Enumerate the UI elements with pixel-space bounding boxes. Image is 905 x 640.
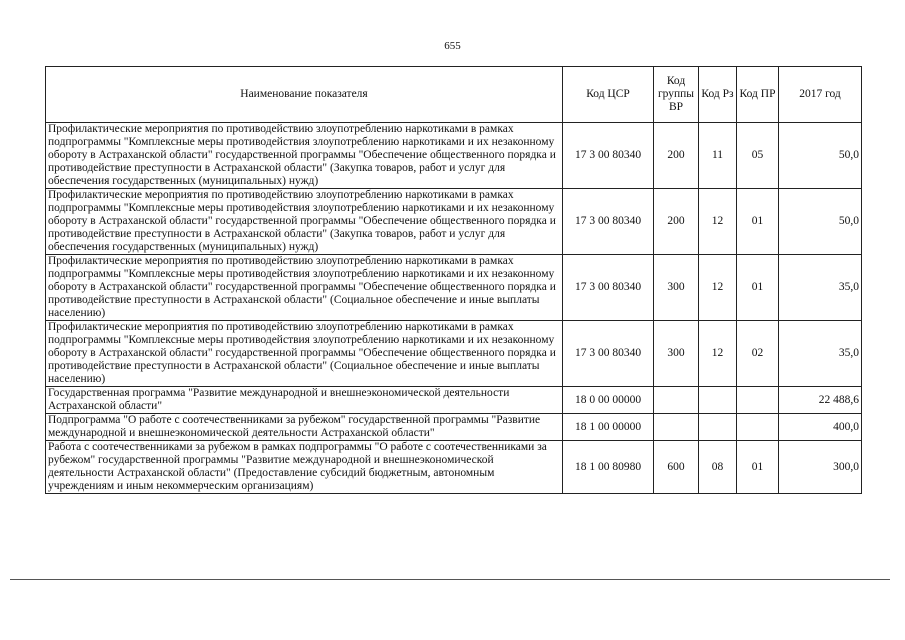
table-row (46, 414, 862, 441)
header-name: Наименование показателя (46, 67, 563, 123)
table-row (46, 255, 862, 321)
row-vr: 300 (654, 321, 699, 387)
table-row (46, 321, 862, 387)
row-name: Подпрограмма "О работе с соотечественниками за рубежом" государственной программы "Развитие международной и внешнеэкономической деятельности Астраханской области" (46, 414, 563, 441)
row-csr: 18 1 00 80980 (563, 441, 654, 494)
header-csr: Код ЦСР (563, 67, 654, 123)
header-rz: Код Рз (699, 67, 737, 123)
row-amount: 400,0 (779, 414, 862, 441)
row-name: Государственная программа "Развитие международной и внешнеэкономической деятельности Астраханской области" (46, 387, 563, 414)
row-pr (737, 387, 779, 414)
row-csr: 17 3 00 80340 (563, 321, 654, 387)
row-vr: 300 (654, 255, 699, 321)
row-name: Работа с соотечественниками за рубежом в рамках подпрограммы "О работе с соотечественниками за рубежом" государственной программы "Развитие международной и внешнеэкономической деятельности Астраханской области" (Предоставление субсидий бюджетным, автономным учреждениям и иным некоммерческим организациям) (46, 441, 563, 494)
table-row (46, 123, 862, 189)
row-csr: 17 3 00 80340 (563, 123, 654, 189)
budget-table (45, 66, 862, 494)
row-rz: 12 (699, 255, 737, 321)
row-vr (654, 414, 699, 441)
row-amount: 35,0 (779, 255, 862, 321)
table-header-row (46, 67, 862, 123)
row-csr: 18 1 00 00000 (563, 414, 654, 441)
row-rz (699, 387, 737, 414)
row-vr: 200 (654, 189, 699, 255)
row-rz (699, 414, 737, 441)
row-vr: 600 (654, 441, 699, 494)
row-csr: 17 3 00 80340 (563, 189, 654, 255)
header-year: 2017 год (779, 67, 862, 123)
row-vr (654, 387, 699, 414)
page-number: 655 (444, 40, 461, 52)
row-amount: 35,0 (779, 321, 862, 387)
row-pr: 01 (737, 189, 779, 255)
header-pr: Код ПР (737, 67, 779, 123)
row-rz: 12 (699, 321, 737, 387)
row-rz: 08 (699, 441, 737, 494)
footer-divider (10, 579, 890, 580)
row-rz: 11 (699, 123, 737, 189)
row-name: Профилактические мероприятия по противодействию злоупотреблению наркотиками в рамках подпрограммы "Комплексные меры противодействия злоупотреблению наркотиками и их незаконному обороту в Астраханской области" государственной программы "Обеспечение общественного порядка и противодействие преступности в Астраханской области" (Закупка товаров, работ и услуг для обеспечения государственных (муниципальных) нужд) (46, 123, 563, 189)
table-row (46, 441, 862, 494)
row-name: Профилактические мероприятия по противодействию злоупотреблению наркотиками в рамках подпрограммы "Комплексные меры противодействия злоупотреблению наркотиками и их незаконному обороту в Астраханской области" государственной программы "Обеспечение общественного порядка и противодействие преступности в Астраханской области" (Закупка товаров, работ и услуг для обеспечения государственных (муниципальных) нужд) (46, 189, 563, 255)
row-amount: 300,0 (779, 441, 862, 494)
table-row (46, 189, 862, 255)
row-name: Профилактические мероприятия по противодействию злоупотреблению наркотиками в рамках подпрограммы "Комплексные меры противодействия злоупотреблению наркотиками и их незаконному обороту в Астраханской области" государственной программы "Обеспечение общественного порядка и противодействие преступности в Астраханской области" (Социальное обеспечение и иные выплаты населению) (46, 255, 563, 321)
row-csr: 18 0 00 00000 (563, 387, 654, 414)
row-csr: 17 3 00 80340 (563, 255, 654, 321)
header-vr: Код группы ВР (654, 67, 699, 123)
row-amount: 50,0 (779, 123, 862, 189)
row-pr: 02 (737, 321, 779, 387)
row-vr: 200 (654, 123, 699, 189)
row-amount: 22 488,6 (779, 387, 862, 414)
row-amount: 50,0 (779, 189, 862, 255)
row-pr: 01 (737, 255, 779, 321)
row-rz: 12 (699, 189, 737, 255)
row-pr: 01 (737, 441, 779, 494)
row-pr: 05 (737, 123, 779, 189)
row-name: Профилактические мероприятия по противодействию злоупотреблению наркотиками в рамках подпрограммы "Комплексные меры противодействия злоупотреблению наркотиками и их незаконному обороту в Астраханской области" государственной программы "Обеспечение общественного порядка и противодействие преступности в Астраханской области" (Социальное обеспечение и иные выплаты населению) (46, 321, 563, 387)
row-pr (737, 414, 779, 441)
table-row (46, 387, 862, 414)
